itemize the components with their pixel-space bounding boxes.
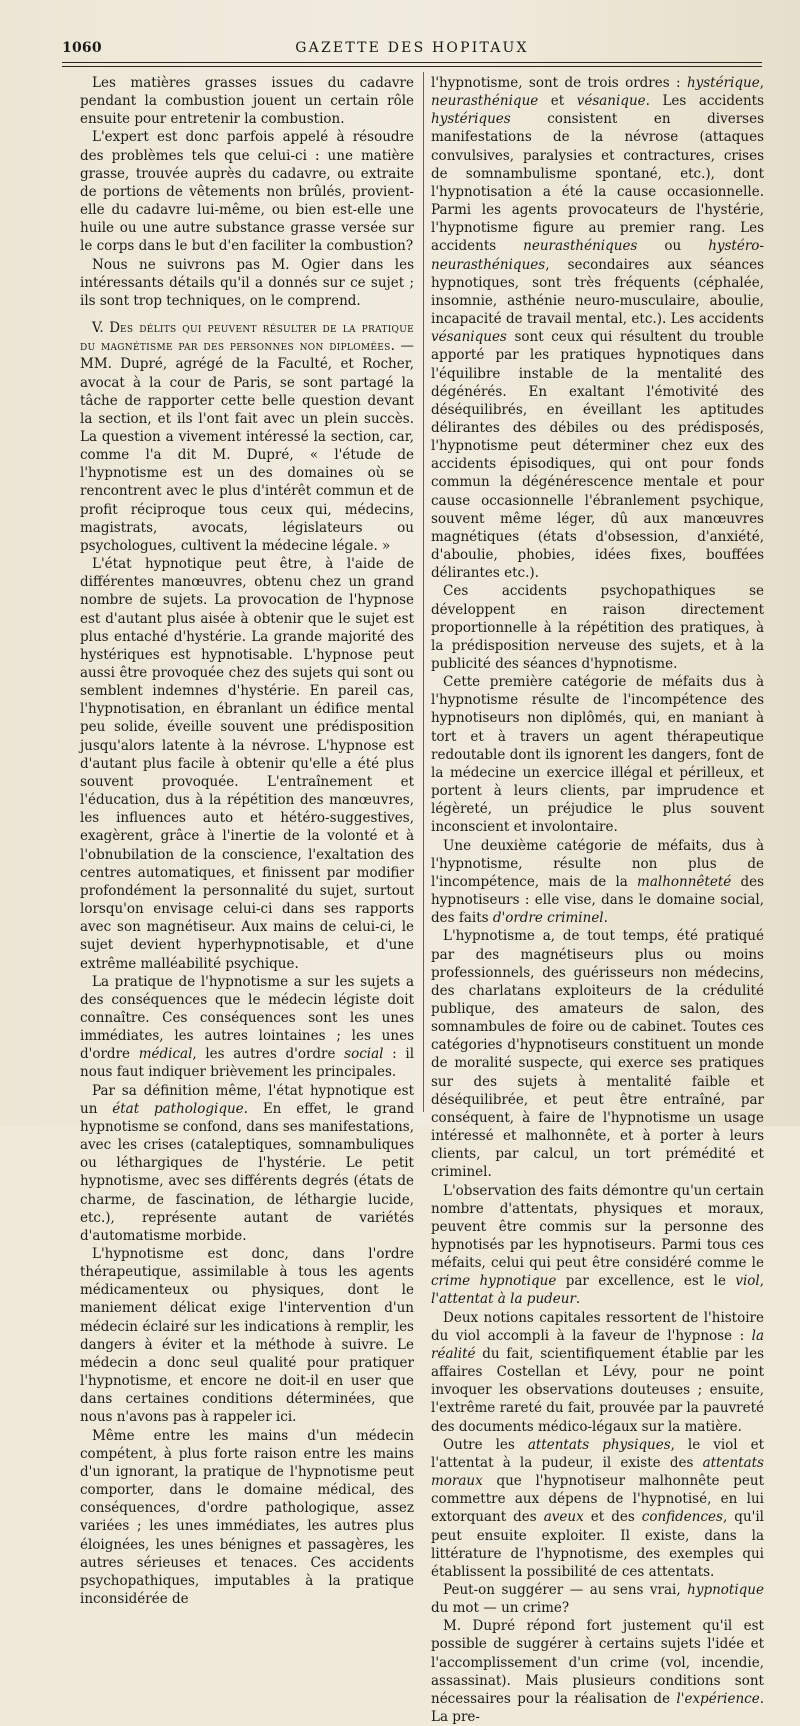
text-segment: L'hypnotisme a, de tout temps, été pratiqué par des magnétiseurs plus ou moins professionnels, des guérisseurs non médecins, des charlatans exploiteurs de la crédulité publique, des amateurs de salon, des somnambules de foire ou de cabinet. Toutes ces catégories d'hypnotiseurs constituent un monde de moralité suspecte, qui exerce ses pratiques sur des sujets à mentalité faible et déséquilibrée, et peut être entraîné, par conséquent, à faire de l'hypnotisme un usage intéressé et malhonnête, et à porter à leurs clients, par calcul, un tort prémédité et criminel.: [431, 928, 764, 1181]
italic-text: malhonnêteté: [637, 873, 732, 890]
text-segment: Outre les: [443, 1436, 528, 1453]
text-segment: .: [575, 1291, 581, 1308]
text-segment: , secondaires aux séances hypnotiques, sont très fréquents (céphalée, insomnie, asthénie neuro-musculaire, aboulie, incapacité de travail mental, etc.). Les accidents: [431, 256, 764, 328]
paragraph: [80, 319, 414, 555]
italic-text: état pathologique: [112, 1100, 244, 1117]
text-segment: des hypnotiseurs : elle vise, dans le domaine social, des faits: [431, 873, 764, 927]
italic-text: médical: [138, 1046, 193, 1063]
paragraph: [431, 1581, 764, 1617]
italic-text: hystérique: [686, 75, 760, 91]
header-rule-thin: [62, 66, 762, 67]
paragraph: [431, 74, 764, 582]
text-segment: L'observation des faits démontre qu'un certain nombre d'attentats, physiques et moraux, peuvent être commis sur la personne des hypnotisés par les hypnotiseurs. Parmi tous ces méfaits, celui qui peut être considéré comme le: [431, 1182, 764, 1272]
text-segment: Cette première catégorie de méfaits dus à l'hypnotisme résulte de l'incompétence des hypnotiseurs non diplômés, qui, en maniant à tort et à travers un agent thérapeutique redoutable dont ils ignorent les dangers, font de la médecine un exercice illégal et périlleux, et portent à leurs clients, par imprudence et légèreté, un préjudice le plus souvent inconscient et involontaire.: [431, 674, 764, 836]
text-segment: L'hypnotisme est donc, dans l'ordre thérapeutique, assimilable à tous les agents médicamenteux ou physiques, dont le maniement délicat exige l'intervention d'un médecin éclairé sur les indications à remplir, les dangers à éviter et la méthode à suivre. Le médecin a donc seul qualité pour pratiquer l'hypnotisme, et encore ne doit-il en user que dans certaines conditions déterminées, que nous n'avons pas à rappeler ici.: [80, 1246, 414, 1426]
text-segment: Par sa définition même, l'état hypnotique est un: [80, 1082, 414, 1117]
text-segment: du fait, scientifiquement établie par les affaires Costellan et Lévy, pour ne point invoquer les observations douteuses ; ensuite, l'extrême rareté du fait, prouvée par la pauvreté des documents médico-légaux sur la matière.: [431, 1345, 765, 1435]
italic-text: confidences: [641, 1509, 723, 1526]
italic-text: crime hypnotique: [431, 1273, 557, 1290]
text-segment: Une deuxième catégorie de méfaits, dus à l'hypnotisme, résulte non plus de l'incompétence, mais de la: [431, 837, 764, 890]
paragraph: [80, 74, 414, 128]
journal-title: GAZETTE DES HOPITAUX: [295, 40, 529, 56]
text-segment: . La pre-: [431, 1690, 764, 1726]
text-segment: sont ceux qui résultent du trouble apporté par les pratiques hypnotiques dans l'équilibre instable de la mentalité des dégénérés. En exaltant l'émotivité des déséquilibrés, en éveillant les aptitudes délirantes des débiles ou des prédisposés, l'hypnotisme peut déterminer chez eux des accidents épisodiques, qui ont pour fonds commun la dégénérescence mentale et pour cause occasionnelle l'ébranlement psychique, souvent même léger, dû aux manœuvres magnétiques (états d'obsession, d'anxiété, d'aboulie, phobies, idées fixes, bouffées délirantes etc.).: [431, 329, 764, 582]
italic-text: aveux: [543, 1509, 584, 1526]
header-rule-thick: [62, 62, 762, 63]
text-segment: — MM. Dupré, agrégé de la Faculté, et Rocher, avocat à la cour de Paris, se sont partagé la tâche de rapporter cette belle question devant la section, et ils l'ont fait avec un plein succès. La question a vivement intéressé la section, car, comme l'a dit M. Dupré, « l'étude de l'hypnotisme est un des domaines où se rencontrent avec le plus d'intérêt commun et de profit réciproque tous ceux qui, médecins, magistrats, avocats, législateurs ou psychologues, cultivent la médecine légale. »: [80, 338, 414, 554]
left-column: [80, 74, 415, 1607]
italic-text: neurasthénique: [431, 93, 539, 110]
section-heading-text: es délits qui peuvent résulter de la pratique du magnétisme par des personnes non diplomées.: [80, 320, 414, 355]
paragraph: [80, 256, 414, 310]
text-segment: , les autres d'ordre: [192, 1046, 345, 1063]
italic-text: neurasthéniques: [523, 238, 638, 255]
text-segment: .: [603, 910, 608, 927]
text-segment: Ces accidents psychopathiques se développent en raison directement proportionnelle à la répétition des pratiques, à la prédisposition nerveuse des sujets, et à la publicité des séances d'hypnotisme.: [431, 583, 764, 672]
text-segment: que l'hypnotiseur malhonnête peut commettre aux dépens de l'hypnotisé, en lui extorquant des: [431, 1473, 764, 1526]
text-segment: V. D: [92, 320, 121, 337]
italic-text: vésanique: [576, 93, 646, 110]
page-number: 1060: [62, 40, 102, 56]
italic-text: attentats physiques: [527, 1436, 671, 1453]
text-segment: L'état hypnotique peut être, à l'aide de différentes manœuvres, obtenu chez un grand nombre de sujets. La provocation de l'hypnose est d'autant plus aisée à obtenir que le sujet est plus entaché d'hystérie. La grande majorité des hystériques est hypnotisable. L'hypnose peut aussi être provoquée chez des sujets qui sont ou semblent indemnes d'hystérie. En pareil cas, l'hypnotisation, en ébranlant un édifice mental peu solide, éveille souvent une prédisposition jusqu'alors latente à la névrose. L'hypnose est d'autant plus facile à obtenir qu'elle a été plus souvent provoquée. L'entraînement et l'éducation, dus à la répétition des manœuvres, les influences auto et hétéro-suggestives, exagèrent, grâce à l'inertie de la volonté et à l'obnubilation de la conscience, l'exaltation des centres automatiques, et finissent par modifier profondément la personnalité du sujet, surtout lorsqu'on envisage celui-ci dans ses rapports avec son magnétiseur. Aux mains de celui-ci, le sujet devient hyperhypnotisable, et d'une extrême malléabilité psychique.: [80, 556, 414, 972]
text-segment: ,: [759, 75, 764, 91]
paragraph: [80, 128, 414, 255]
text-segment: M. Dupré répond fort justement qu'il est possible de suggérer à certains sujets l'idée et l'accomplissement d'un crime (vol, incendie, assassinat). Mais plusieurs conditions sont nécessaires pour la réalisation de: [431, 1618, 764, 1707]
paragraph: [431, 1182, 764, 1309]
italic-text: hystéro-neurasthéniques: [431, 238, 764, 273]
paragraph: [431, 1617, 764, 1726]
paragraph: [431, 673, 764, 836]
paragraph: [431, 1436, 764, 1581]
paragraph: [80, 1245, 414, 1427]
italic-text: social: [344, 1046, 384, 1063]
page-header: [62, 38, 762, 62]
text-segment: du mot — un crime?: [431, 1600, 570, 1617]
italic-text: viol: [735, 1273, 760, 1290]
paragraph: [80, 555, 414, 973]
text-segment: , qu'il peut ensuite exploiter. Il existe, dans la littérature de l'hypnotisme, des exemples qui établissent la possibilité de ces attentats.: [431, 1509, 764, 1580]
paragraph: [431, 837, 764, 928]
paragraph: [431, 927, 764, 1181]
text-segment: Peut-on suggérer — au sens vrai,: [443, 1581, 688, 1598]
text-segment: consistent en diverses manifestations de la névrose (attaques convulsives, paralysies et contractures, crises de somnambulisme spontané, etc.), dont l'hypnotisation a été la cause occasionnelle. Parmi les agents provocateurs de l'hystérie, l'hypnotisme figure au premier rang. Les accidents: [431, 111, 764, 255]
column-divider: [423, 72, 424, 1112]
paragraph: [80, 973, 414, 1082]
paragraph: [431, 582, 764, 673]
italic-text: hystériques: [431, 111, 511, 128]
italic-text: attentats moraux: [431, 1454, 764, 1490]
right-column: [431, 74, 765, 1726]
text-segment: et des: [583, 1509, 642, 1526]
text-segment: . Les accidents: [645, 93, 764, 110]
text-segment: l'hypnotisme, sont de trois ordres :: [431, 75, 687, 91]
text-segment: Même entre les mains d'un médecin compétent, à plus forte raison entre les mains d'un ignorant, la pratique de l'hypnotisme peut comporter, dans le domaine médical, des conséquences, d'ordre pathologique, assez variées ; les unes immédiates, les autres plus éloignées, les unes bénignes et passagères, les autres sérieuses et tenaces. Ces accidents psychopathiques, imputables à la pratique inconsidérée de: [80, 1427, 414, 1607]
paragraph: [431, 1309, 764, 1436]
text-segment: et: [538, 93, 577, 110]
paragraph: [80, 1427, 414, 1609]
text-segment: La pratique de l'hypnotisme a sur les sujets a des conséquences que le médecin légiste doit connaître. Ces conséquences sont les unes immédiates, les autres lointaines ; les unes d'ordre: [80, 973, 414, 1063]
text-segment: . En effet, le grand hypnotisme se confond, dans ses manifestations, avec les crises (cataleptiques, somnambuliques ou léthargiques de l'hystérie. Le petit hypnotisme, avec ses différents degrés (états de charme, de fascination, de léthargie lucide, etc.), représente autant de variétés d'automatisme morbide.: [80, 1100, 414, 1244]
italic-text: d'ordre criminel: [492, 910, 604, 927]
text-segment: : il nous faut indiquer brièvement les principales.: [80, 1046, 415, 1081]
italic-text: la réalité: [431, 1327, 764, 1362]
text-segment: Les matières grasses issues du cadavre pendant la combustion jouent un certain rôle ensuite pour entretenir la combustion.: [80, 75, 414, 128]
text-segment: ou: [637, 238, 709, 255]
paragraph: [80, 1082, 414, 1245]
text-segment: Nous ne suivrons pas M. Ogier dans les intéressants détails qu'il a donnés sur ce sujet ; ils sont trop techniques, on le comprend.: [80, 256, 414, 309]
italic-text: hypnotique: [687, 1581, 764, 1598]
italic-text: l'attentat à la pudeur: [431, 1291, 576, 1308]
italic-text: l'expérience: [676, 1690, 760, 1707]
text-segment: , le viol et l'attentat à la pudeur, il existe des: [431, 1436, 764, 1471]
text-segment: ,: [759, 1273, 764, 1290]
text-segment: L'expert est donc parfois appelé à résoudre des problèmes tels que celui-ci : une matière grasse, trouvée auprès du cadavre, ou extraite de portions de vêtements non brûlés, provient-elle du cadavre lui-même, ou bien est-elle une huile ou une autre substance grasse versée sur le corps dans le but d'en faciliter la combustion?: [80, 129, 414, 255]
text-segment: Deux notions capitales ressortent de l'histoire du viol accompli à la faveur de l'hypnose :: [431, 1309, 764, 1344]
italic-text: vésaniques: [431, 329, 507, 346]
text-segment: par excellence, est le: [556, 1273, 736, 1290]
